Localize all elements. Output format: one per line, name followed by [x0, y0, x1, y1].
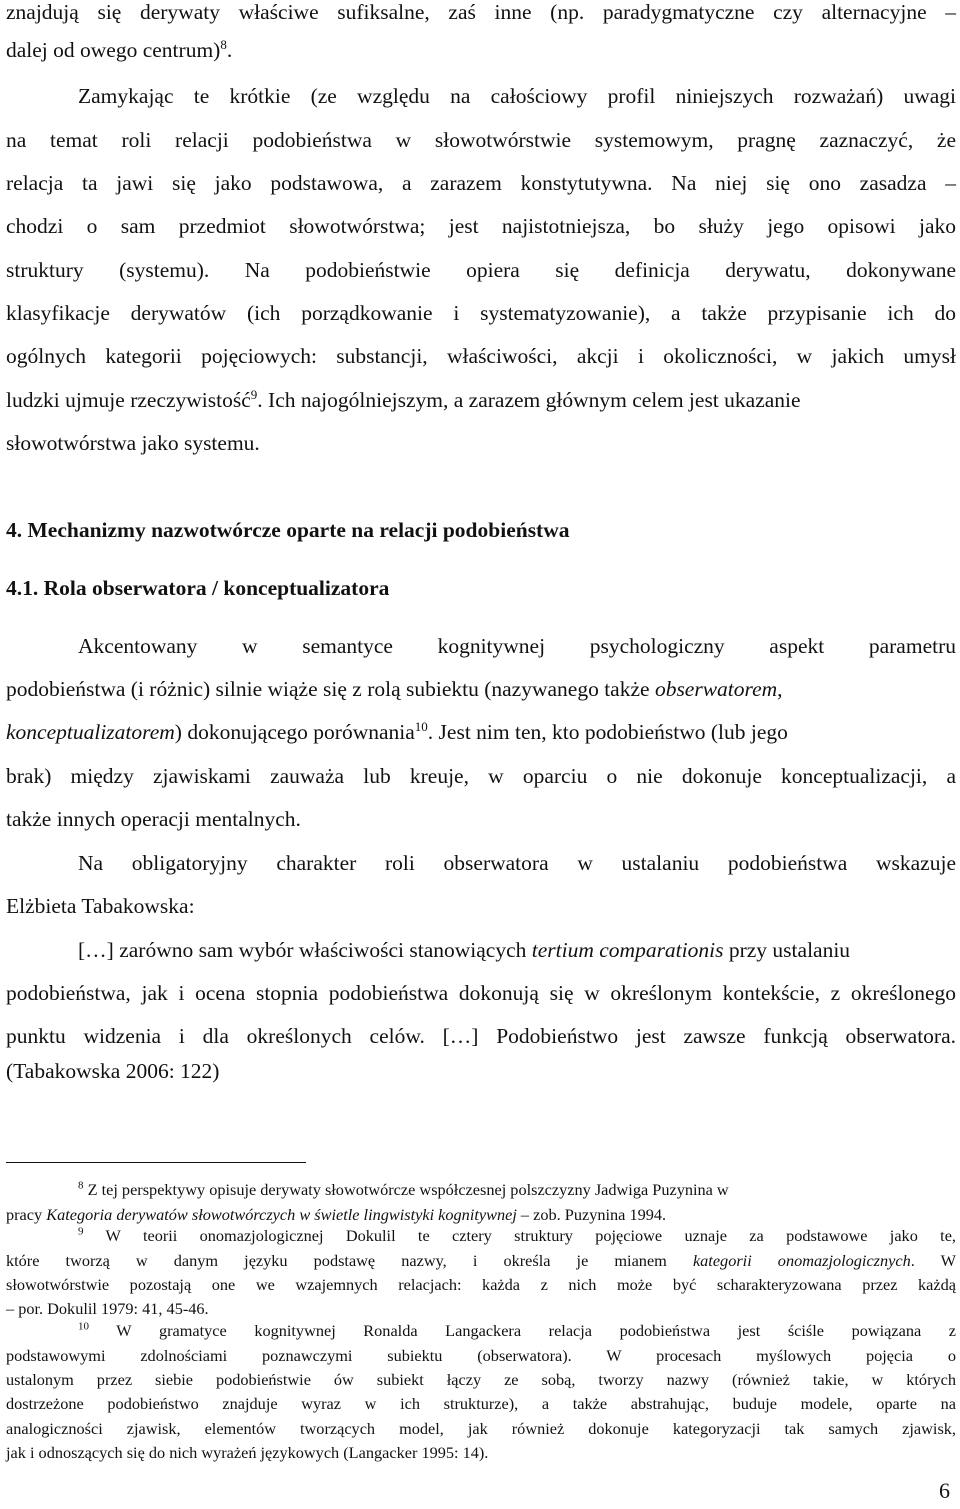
quote-line	[6, 981, 956, 1006]
text: które tworzą w danym języku podstawę nazwy, i określa je mianem	[6, 1251, 693, 1270]
body-line	[6, 764, 956, 789]
text: . Jest nim ten, kto podobieństwo (lub jego	[427, 720, 788, 744]
body-line	[6, 851, 956, 876]
text: punktu widzenia i dla określonych celów. […] Podobieństwo jest zawsze funkcją obserwatora.	[6, 1024, 956, 1048]
italic-term: obserwatorem	[654, 677, 778, 701]
footnote-number: 10	[78, 1320, 89, 1333]
text: także innych operacji mentalnych.	[6, 807, 301, 831]
text: – zob. Puzynina 1994.	[516, 1205, 667, 1224]
body-line	[6, 214, 956, 239]
body-line	[6, 807, 956, 832]
text: analogiczności zjawisk, elementów tworzących model, jak również dokonuje kategoryzacji tak samych zjawisk,	[6, 1419, 956, 1438]
body-line	[6, 344, 956, 369]
text: dalej od owego centrum)	[6, 38, 221, 62]
footnote-line	[6, 1321, 956, 1341]
text: słowotwórstwie pozostają one we wzajemnych relacjach: każda z nich może być scharakteryzowana przez każdą	[6, 1275, 956, 1294]
text: ustalonym przez siebie podobieństwie ów subiekt łączy ze sobą, tworzy nazwy (również takie, w których	[6, 1370, 956, 1389]
footnote-line	[6, 1299, 956, 1319]
footnote-ref-9[interactable]: 9	[250, 386, 258, 402]
text: ) dokonującego porównania	[174, 720, 415, 744]
footnote-number: 9	[78, 1225, 84, 1238]
text: znajdują się derywaty właściwe sufiksalne, zaś inne (np. paradygmatyczne czy alternacyjne –	[6, 0, 956, 24]
text: jak i odnoszących się do nich wyrażeń językowych (Langacker 1995: 14).	[6, 1443, 489, 1462]
footnote-ref-8[interactable]: 8	[220, 36, 227, 52]
body-line	[6, 128, 956, 153]
text: ,	[777, 677, 783, 701]
text: struktury (systemu). Na podobieństwie opiera się definicja derywatu, dokonywane	[6, 258, 956, 282]
italic-title: Kategoria derywatów słowotwórczych w świetle lingwistyki kognitywnej	[46, 1205, 517, 1224]
footnote-ref-10[interactable]: 10	[414, 718, 428, 734]
footnote-line	[6, 1275, 956, 1295]
body-line	[6, 431, 956, 456]
italic-term: kategorii onomazjologicznych	[692, 1251, 911, 1270]
footnote-line	[6, 1226, 956, 1246]
body-line	[6, 894, 956, 919]
text: W gramatyce kognitywnej Ronalda Langackera relacja podobieństwa jest ściśle powiązana z	[89, 1321, 956, 1340]
body-line	[6, 677, 956, 702]
subsection-heading: 4.1. Rola obserwatora / konceptualizatora	[6, 576, 390, 600]
text: W teorii onomazjologicznej Dokulil te cztery struktury pojęciowe uznaje za podstawowe jako te,	[83, 1226, 956, 1245]
text: ludzki ujmuje rzeczywistość	[6, 388, 251, 412]
text: Akcentowany w semantyce kognitywnej psychologiczny aspekt parametru	[78, 634, 956, 658]
text: relacja ta jawi się jako podstawowa, a zarazem konstytutywna. Na niej się ono zasadza –	[6, 171, 956, 195]
text: . W	[910, 1251, 956, 1270]
footnote-line	[6, 1180, 956, 1200]
text: Elżbieta Tabakowska:	[6, 894, 195, 918]
body-line	[6, 720, 956, 745]
text: Na obligatoryjny charakter roli obserwatora w ustalaniu podobieństwa wskazuje	[78, 851, 956, 875]
footnote-line	[6, 1370, 956, 1390]
footnote-line	[6, 1419, 956, 1439]
footnote-line	[6, 1394, 956, 1414]
quote-citation	[6, 1059, 956, 1084]
footnote-separator	[6, 1162, 306, 1163]
body-line	[6, 634, 956, 659]
footnote-line	[6, 1443, 956, 1463]
page-number: 6	[939, 1478, 950, 1503]
text: Z tej perspektywy opisuje derywaty słowotwórcze współczesnej polszczyzny Jadwiga Puzynina w	[83, 1180, 729, 1199]
text: ogólnych kategorii pojęciowych: substancji, właściwości, akcji i okoliczności, w jakich umysł	[6, 344, 956, 368]
footnote-line	[6, 1346, 956, 1366]
text: Zamykając te krótkie (ze względu na całościowy profil niniejszych rozważań) uwagi	[78, 84, 956, 108]
section-heading: 4. Mechanizmy nazwotwórcze oparte na relacji podobieństwa	[6, 518, 570, 542]
body-line	[6, 388, 956, 413]
quote-line	[6, 938, 956, 963]
text: – por. Dokulil 1979: 41, 45-46.	[6, 1299, 209, 1318]
text: chodzi o sam przedmiot słowotwórstwa; jest najistotniejsza, bo służy jego opisowi jako	[6, 214, 956, 238]
text: .	[226, 38, 233, 62]
text: pracy	[6, 1205, 47, 1224]
body-line	[6, 171, 956, 196]
text: przy ustalaniu	[723, 938, 851, 962]
text: podobieństwa, jak i ocena stopnia podobieństwa dokonują się w określonym kontekście, z określonego	[6, 981, 956, 1005]
text: dostrzeżone podobieństwo znajduje wyraz w ich strukturze), a także abstrahując, buduje modele, oparte na	[6, 1394, 956, 1413]
text: (Tabakowska 2006: 122)	[6, 1059, 220, 1083]
body-line	[6, 0, 956, 25]
text: na temat roli relacji podobieństwa w słowotwórstwie systemowym, pragnę zaznaczyć, że	[6, 128, 956, 152]
quote-line	[6, 1024, 956, 1049]
italic-term: konceptualizatorem	[6, 720, 175, 744]
text: podstawowymi zdolnościami poznawczymi subiektu (obserwatora). W procesach myślowych pojęcia o	[6, 1346, 956, 1365]
text: brak) między zjawiskami zauważa lub kreuje, w oparciu o nie dokonuje konceptualizacji, a	[6, 764, 956, 788]
footnote-line	[6, 1205, 956, 1225]
text: […] zarówno sam wybór właściwości stanowiących	[78, 938, 532, 962]
text: . Ich najogólniejszym, a zarazem głównym celem jest ukazanie	[257, 388, 801, 412]
body-line	[6, 38, 956, 63]
body-line	[6, 258, 956, 283]
text: klasyfikacje derywatów (ich porządkowanie i systematyzowanie), a także przypisanie ich do	[6, 301, 956, 325]
text: słowotwórstwa jako systemu.	[6, 431, 260, 455]
text: podobieństwa (i różnic) silnie wiąże się z rolą subiektu (nazywanego także	[6, 677, 655, 701]
footnote-number: 8	[78, 1179, 84, 1192]
italic-term: tertium comparationis	[531, 938, 724, 962]
body-line	[6, 301, 956, 326]
body-line	[6, 84, 956, 109]
footnote-line	[6, 1251, 956, 1271]
